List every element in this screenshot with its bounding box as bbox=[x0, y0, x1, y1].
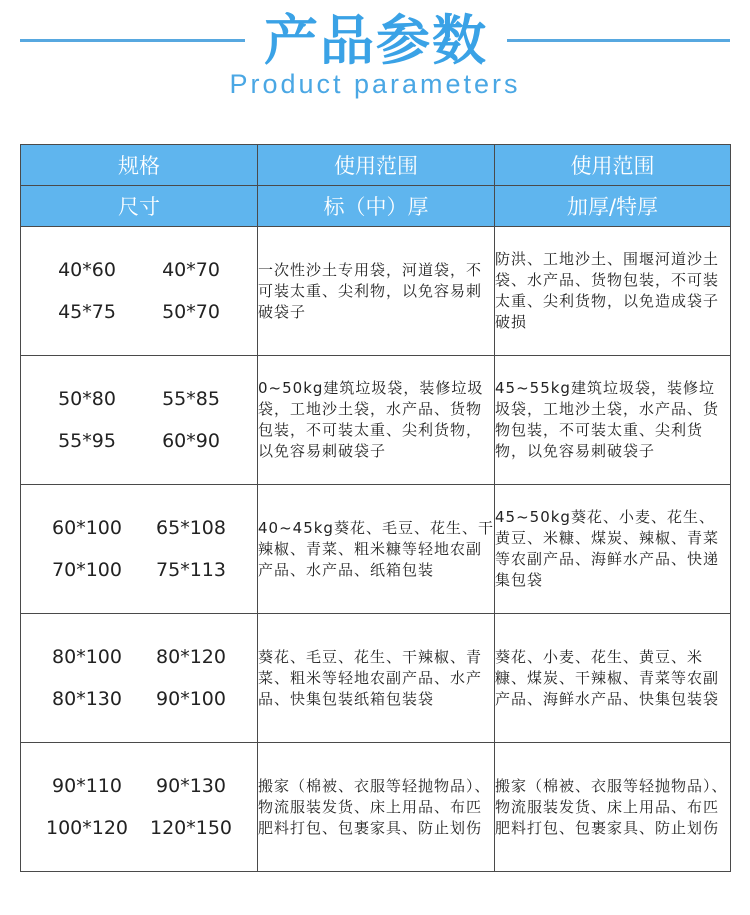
table-row bbox=[21, 743, 731, 872]
size-value: 65*108 bbox=[156, 517, 226, 539]
standard-usage-cell: 搬家（棉被、衣服等轻抛物品）、物流服装发货、床上用品、布匹肥料打包、包裹家具、防止划伤 bbox=[258, 743, 495, 872]
standard-usage-cell: 40~45kg葵花、毛豆、花生、干辣椒、青菜、粗米糠等轻地农副产品、水产品、纸箱包装 bbox=[258, 485, 495, 614]
size-value: 80*120 bbox=[156, 646, 226, 668]
thick-usage-cell: 防洪、工地沙土、围堰河道沙土袋、水产品、货物包装，不可装太重、尖利货物，以免造成袋子破损 bbox=[495, 227, 731, 356]
table-header-row bbox=[21, 145, 731, 186]
size-value: 120*150 bbox=[149, 817, 233, 839]
size-value: 60*100 bbox=[52, 517, 122, 539]
table-row bbox=[21, 356, 731, 485]
table-row bbox=[21, 227, 731, 356]
page-title: 产品参数 bbox=[264, 9, 488, 72]
size-value: 60*90 bbox=[162, 430, 220, 452]
size-value: 75*113 bbox=[156, 559, 226, 581]
title-divider-left bbox=[20, 39, 245, 42]
header-extra-thickness: 加厚/特厚 bbox=[495, 186, 731, 227]
parameters-table bbox=[20, 144, 731, 872]
size-value: 50*70 bbox=[162, 301, 220, 323]
size-cell bbox=[21, 227, 258, 356]
size-cell bbox=[21, 743, 258, 872]
size-value: 90*100 bbox=[156, 688, 226, 710]
header-spec: 规格 bbox=[21, 145, 258, 186]
standard-usage-cell: 一次性沙土专用袋，河道袋，不可装太重、尖利物，以免容易刺破袋子 bbox=[258, 227, 495, 356]
title-divider-right bbox=[507, 39, 730, 42]
page-header bbox=[0, 0, 750, 110]
size-value: 90*110 bbox=[52, 775, 122, 797]
size-value: 80*130 bbox=[52, 688, 122, 710]
header-usage-standard: 使用范围 bbox=[258, 145, 495, 186]
thick-usage-cell: 45~55kg建筑垃圾袋，装修垃圾袋，工地沙土袋，水产品、货物包装，不可装太重、尖利货物，以免容易刺破袋子 bbox=[495, 356, 731, 485]
size-value: 50*80 bbox=[58, 388, 116, 410]
size-value: 45*75 bbox=[58, 301, 116, 323]
size-value: 40*70 bbox=[162, 259, 220, 281]
size-value: 90*130 bbox=[156, 775, 226, 797]
table-row bbox=[21, 485, 731, 614]
size-cell bbox=[21, 485, 258, 614]
size-cell bbox=[21, 356, 258, 485]
header-usage-thick: 使用范围 bbox=[495, 145, 731, 186]
thick-usage-cell: 45~50kg葵花、小麦、花生、黄豆、米糠、煤炭、辣椒、青菜等农副产品、海鲜水产品、快递集包袋 bbox=[495, 485, 731, 614]
header-size: 尺寸 bbox=[21, 186, 258, 227]
size-value: 55*85 bbox=[162, 388, 220, 410]
thick-usage-cell: 搬家（棉被、衣服等轻抛物品）、物流服装发货、床上用品、布匹肥料打包、包裹家具、防止划伤 bbox=[495, 743, 731, 872]
standard-usage-cell: 葵花、毛豆、花生、干辣椒、青菜、粗米等轻地农副产品、水产品、快集包装纸箱包装袋 bbox=[258, 614, 495, 743]
size-value: 55*95 bbox=[58, 430, 116, 452]
page-subtitle: Product parameters bbox=[229, 69, 521, 99]
size-value: 40*60 bbox=[58, 259, 116, 281]
size-value: 70*100 bbox=[52, 559, 122, 581]
table-header-row bbox=[21, 186, 731, 227]
table-row bbox=[21, 614, 731, 743]
size-cell bbox=[21, 614, 258, 743]
thick-usage-cell: 葵花、小麦、花生、黄豆、米糠、煤炭、干辣椒、青菜等农副产品、海鲜水产品、快集包装袋 bbox=[495, 614, 731, 743]
standard-usage-cell: 0~50kg建筑垃圾袋，装修垃圾袋，工地沙土袋，水产品、货物包装，不可装太重、尖利货物，以免容易刺破袋子 bbox=[258, 356, 495, 485]
size-value: 80*100 bbox=[52, 646, 122, 668]
header-standard-thickness: 标（中）厚 bbox=[258, 186, 495, 227]
size-value: 100*120 bbox=[45, 817, 129, 839]
